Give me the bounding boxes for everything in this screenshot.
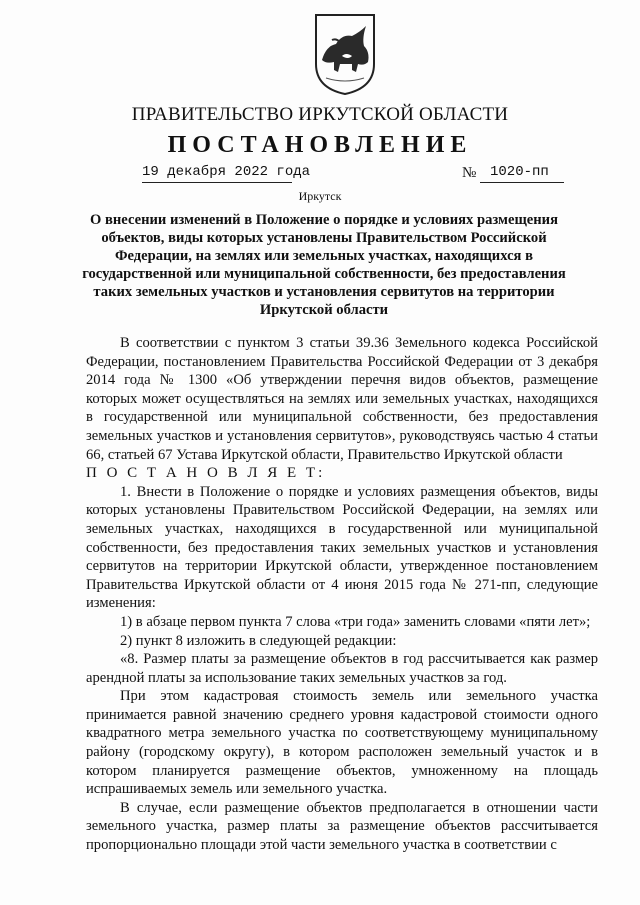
item-1-paragraph: 1. Внести в Положение о порядке и условиях размещения объектов, виды которых установлены Правительством Российской Федерации, на землях или земельных участках, находящихся в государственной или муниципальной собственности, без предоставления таких земельных участков и установления сервитутов на территории Иркутской области, утвержденное постановлением Правительства Иркутской области от 4 июня 2015 года № 271-пп, следующие изменения: [86, 483, 598, 612]
item-1-2-paragraph: 2) пункт 8 изложить в следующей редакции: [120, 632, 397, 649]
decree-word: П О С Т А Н О В Л Я Е Т: [86, 465, 326, 482]
number-underline [480, 182, 564, 183]
document-number: 1020-пп [490, 164, 549, 180]
document-type: ПОСТАНОВЛЕНИЕ [167, 132, 473, 158]
document-date: 19 декабря 2022 года [142, 164, 311, 180]
preamble-paragraph: В соответствии с пунктом 3 статьи 39.36 Земельного кодекса Российской Федерации, постановлением Правительства Российской Федерации от 3 декабря 2014 года № 1300 «Об утверждении перечня видов объектов, размещение которых может осуществляться на землях или земельных участках, находящихся в государственной или муниципальной собственности, без предоставления земельных участков и установления сервитутов», руководствуясь частью 4 статьи 66, статьей 67 Устава Иркутской области, Правительство Иркутской области [86, 335, 598, 463]
quote-paragraph-3: В случае, если размещение объектов предполагается в отношении части земельного участка, размер платы за размещение объектов рассчитывается пропорционально площади этой части земельного участка в соответствии с [86, 799, 598, 854]
quote-paragraph-1: «8. Размер платы за размещение объектов в год рассчитывается как размер арендной платы за использование таких земельных участков за год. [86, 651, 598, 686]
irkutsk-coat-of-arms-icon [312, 12, 378, 96]
quote-paragraph-2: При этом кадастровая стоимость земель или земельного участка принимается равной значению среднего уровня кадастровой стоимости одного квадратного метра земельного участка по соответствующему муниципальному району (городскому округу), в котором расположен земельный участок и в котором планируется размещение объектов, умноженному на площадь испрашиваемых земель или земельного участка. [86, 688, 598, 798]
item-1-1-paragraph: 1) в абзаце первом пункта 7 слова «три года» заменить словами «пяти лет»; [120, 613, 591, 630]
date-underline [142, 182, 292, 183]
number-sign: № [462, 165, 477, 181]
document-title: О внесении изменений в Положение о порядке и условиях размещения объектов, виды которых установлены Правительством Российской Федерации, на землях или земельных участках, находящихся в государственной или муниципальной собственности, без предоставления таких земельных участков и установления сервитутов на территории Иркутской области [82, 212, 566, 318]
government-name: ПРАВИТЕЛЬСТВО ИРКУТСКОЙ ОБЛАСТИ [131, 104, 509, 125]
document-body [86, 334, 598, 855]
city-name: Иркутск [298, 189, 342, 203]
